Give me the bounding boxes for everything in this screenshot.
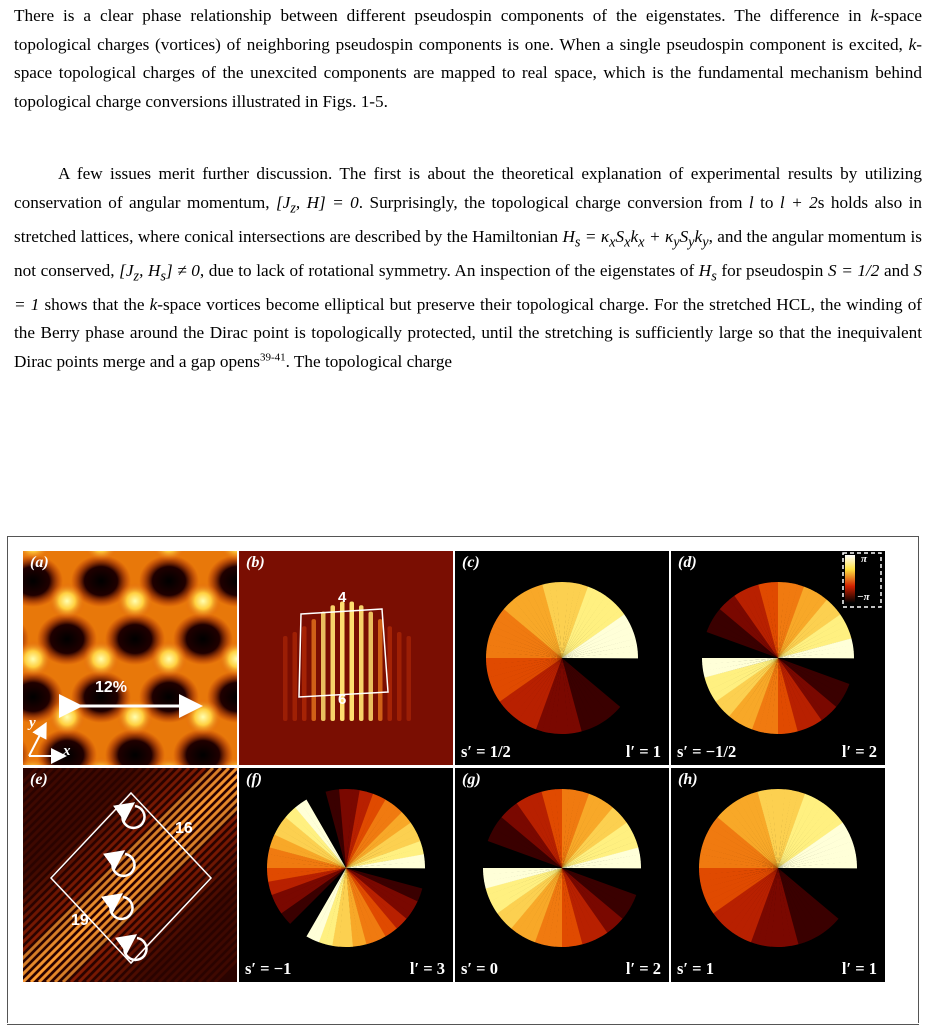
panel-d-charge: l′ = 2 [841,742,877,761]
colorbar-max: π [861,553,868,565]
panel-c-phase-map [455,551,669,765]
stretch-annotation: 12% [95,679,128,696]
panel-g-label: (g) [462,771,481,788]
panel-d-spin: s′ = −1/2 [677,742,737,761]
panel-b-interference [239,551,453,765]
count-left: 19 [71,912,89,929]
panel-c-label: (c) [462,554,480,571]
paragraph-2: A few issues merit further discussion. The first is about the theoretical explanation of experimental results by utilizing conservation of angular momentum, [$J_z$, H] = 0. Surprisingly, the topological charge conversion from l to l + 2s holds also in stretched lattices, where conical intersections are described by the Hamiltonian $H_s = \kappa_xS_xk_x + \kappa_yS_yk_y$, and the angular momentum is not conserved, [$J_z$, $H_s] \ne 0$, due to lack of rotational symmetry. An inspection of the eigenstates of $H_s$ for pseudospin S = 1/2 and S = 1 shows that the k-space vortices become elliptical but preserve their topological charge. For the stretched HCL, the winding of the Berry phase around the Dirac point is topologically protected, until the stretching is sufficiently large so that the inequivalent Dirac points merge and a gap opens$^{39-41}$. The topological charge [14,164,923,371]
panel-f-spin: s′ = −1 [245,959,292,978]
panel-g-charge: l′ = 2 [625,959,661,978]
count-right: 16 [175,820,193,837]
figure-bottom-rule [7,1024,919,1025]
panel-a-lattice-intensity [23,551,237,765]
panel-h-label: (h) [678,771,698,788]
axis-y-label: y [29,715,36,731]
panel-h-charge: l′ = 1 [841,959,877,978]
panel-f-phase-map [239,768,453,982]
panel-a-label: (a) [30,554,49,571]
panel-c-charge: l′ = 1 [625,742,661,761]
count-bottom: 6 [338,691,347,708]
panel-c-spin: s′ = 1/2 [461,742,511,761]
panel-h-spin: s′ = 1 [677,959,714,978]
panel-b-label: (b) [246,554,265,571]
paragraph-1: There is a clear phase relationship between different pseudospin components of the eigenstates. The difference in k-space topological charges (vortices) of neighboring pseudospin components is one. When a single pseudospin component is excited, k-space topological charges of the unexcited components are mapped to real space, which is the fundamental mechanism behind topological charge conversions illustrated in Figs. 1-5. [14,6,922,111]
panel-d-label: (d) [678,554,697,571]
panel-f-charge: l′ = 3 [409,959,445,978]
panel-h-phase-map [671,768,885,982]
panel-e-label: (e) [30,771,48,788]
panel-g-phase-map [455,768,669,982]
panel-g-spin: s′ = 0 [461,959,498,978]
colorbar-min: −π [857,591,870,603]
panel-d-phase-map [671,551,885,765]
count-top: 4 [338,589,347,606]
axis-x-label: x [63,743,71,759]
panel-f-label: (f) [246,771,262,788]
panel-e-interference [23,768,237,982]
